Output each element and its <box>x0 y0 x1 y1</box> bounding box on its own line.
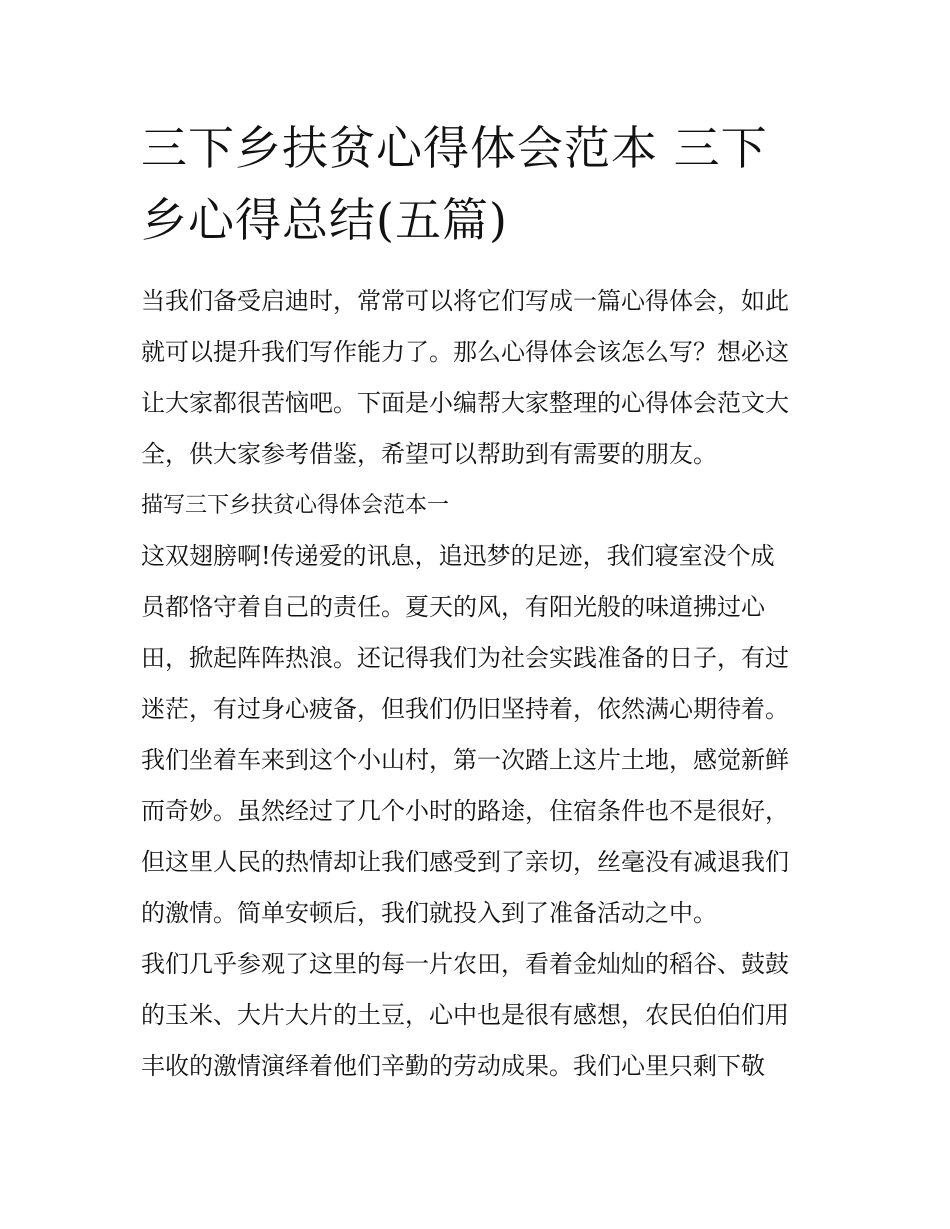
intro-paragraph: 当我们备受启迪时，常常可以将它们写成一篇心得体会，如此 就可以提升我们写作能力了。那么心得体会该怎么写？想必这 让大家都很苦恼吧。下面是小编帮大家整理的心得体会范文大 全，供大家参考借鉴，希望可以帮助到有需要的朋友。 <box>141 287 789 468</box>
document-title: 三下乡扶贫心得体会范本 三下 乡心得总结(五篇) <box>141 121 768 247</box>
body-paragraph-2: 我们几乎参观了这里的每一片农田，看着金灿灿的稻谷、鼓鼓 的玉米、大片大片的土豆，心中也是很有感想，农民伯伯们用 丰收的激情演绎着他们辛勤的劳动成果。我们心里只剩下敬 <box>141 950 789 1080</box>
document-body <box>141 112 813 1092</box>
section-heading: 描写三下乡扶贫心得体会范本一 <box>141 493 450 518</box>
body-paragraph-1: 这双翅膀啊!传递爱的讯息，追迅梦的足迹，我们寝室没个成 员都恪守着自己的责任。夏天的风，有阳光般的味道拂过心 田，掀起阵阵热浪。还记得我们为社会实践准备的日子，有过 迷茫，有过身心疲备，但我们仍旧坚持着，依然满心期待着。 我们坐着车来到这个小山村，第一次踏上这片土地，感觉新鲜 而奇妙。虽然经过了几个小时的路途，住宿条件也不是很好， 但这里人民的热情却让我们感受到了亲切，丝毫没有减退我们 的激情。简单安顿后，我们就投入到了准备活动之中。 <box>141 542 789 927</box>
